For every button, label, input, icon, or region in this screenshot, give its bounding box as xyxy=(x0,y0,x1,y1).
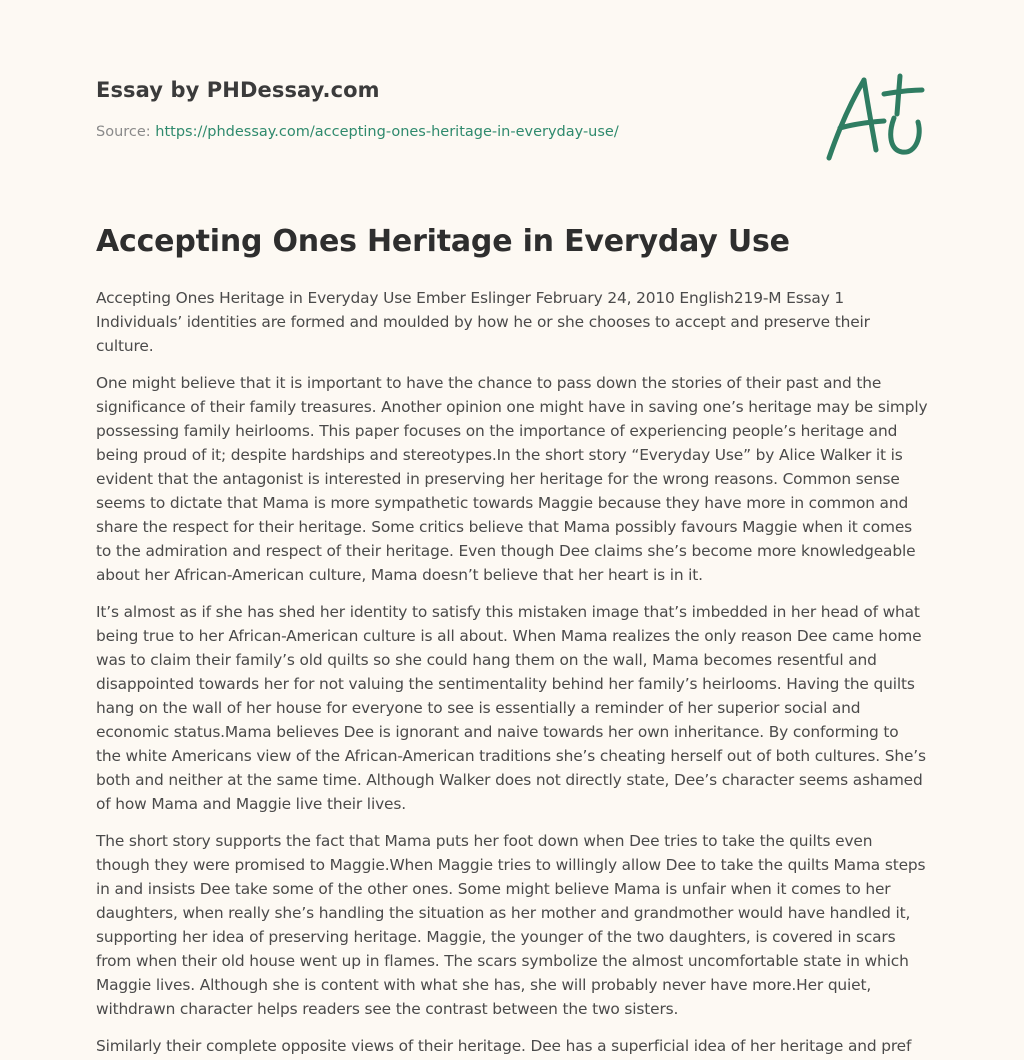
source-link[interactable]: https://phdessay.com/accepting-ones-heritage-in-everyday-use/ xyxy=(155,124,619,140)
source-line xyxy=(96,124,619,140)
essay-paragraph: It’s almost as if she has shed her identity to satisfy this mistaken image that’s imbedded in her head of what being true to her African-American culture is all about. When Mama realizes the only reason Dee came home was to claim their family’s old quilts so she could hang them on the wall, Mama becomes resentful and disappointed towards her for not valuing the sentimentality behind her family’s heirlooms. Having the quilts hang on the wall of her house for everyone to see is essentially a reminder of her superior social and economic status.Mama believes Dee is ignorant and naive towards her own inheritance. By conforming to the white Americans view of the African-American traditions she’s cheating herself out of both cultures. She’s both and neither at the same time. Although Walker does not directly state, Dee’s character seems ashamed of how Mama and Maggie live their lives. xyxy=(96,603,926,813)
source-label: Source: xyxy=(96,124,156,140)
essay-body xyxy=(96,286,928,1060)
site-brand: Essay by PHDessay.com xyxy=(96,78,380,102)
essay-paragraph: Similarly their complete opposite views of their heritage. Dee has a superficial idea of her heritage and pref xyxy=(96,1037,912,1055)
essay-title: Accepting Ones Heritage in Everyday Use xyxy=(96,224,790,259)
essay-paragraph: The short story supports the fact that Mama puts her foot down when Dee tries to take the quilts even though they were promised to Maggie.When Maggie tries to willingly allow Dee to take the quilts Mama steps in and insists Dee take some of the other ones. Some might believe Mama is unfair when it comes to her daughters, when really she’s handling the situation as her mother and grandmother would have handled it, supporting her idea of preserving heritage. Maggie, the younger of the two daughters, is covered in scars from when their old house went up in flames. The scars symbolize the almost uncomfortable state in which Maggie lives. Although she is content with what she has, she will probably never have more.Her quiet, withdrawn character helps readers see the contrast between the two sisters. xyxy=(96,832,926,1018)
essay-paragraph: One might believe that it is important to have the chance to pass down the stories of their past and the significance of their family treasures. Another opinion one might have in saving one’s heritage may be simply possessing family heirlooms. This paper focuses on the importance of experiencing people’s heritage and being proud of it; despite hardships and stereotypes.In the short story “Everyday Use” by Alice Walker it is evident that the antagonist is interested in preserving her heritage for the wrong reasons. Common sense seems to dictate that Mama is more sympathetic towards Maggie because they have more in common and share the respect for their heritage. Some critics believe that Mama possibly favours Maggie when it comes to the admiration and respect of their heritage. Even though Dee claims she’s become more knowledgeable about her African-American culture, Mama doesn’t believe that her heart is in it. xyxy=(96,374,928,584)
essay-paragraph: Accepting Ones Heritage in Everyday Use Ember Eslinger February 24, 2010 English219-M Essay 1 Individuals’ identities are formed and moulded by how he or she chooses to accept and preserve their culture. xyxy=(96,289,870,355)
a-plus-logo-icon xyxy=(818,66,930,166)
